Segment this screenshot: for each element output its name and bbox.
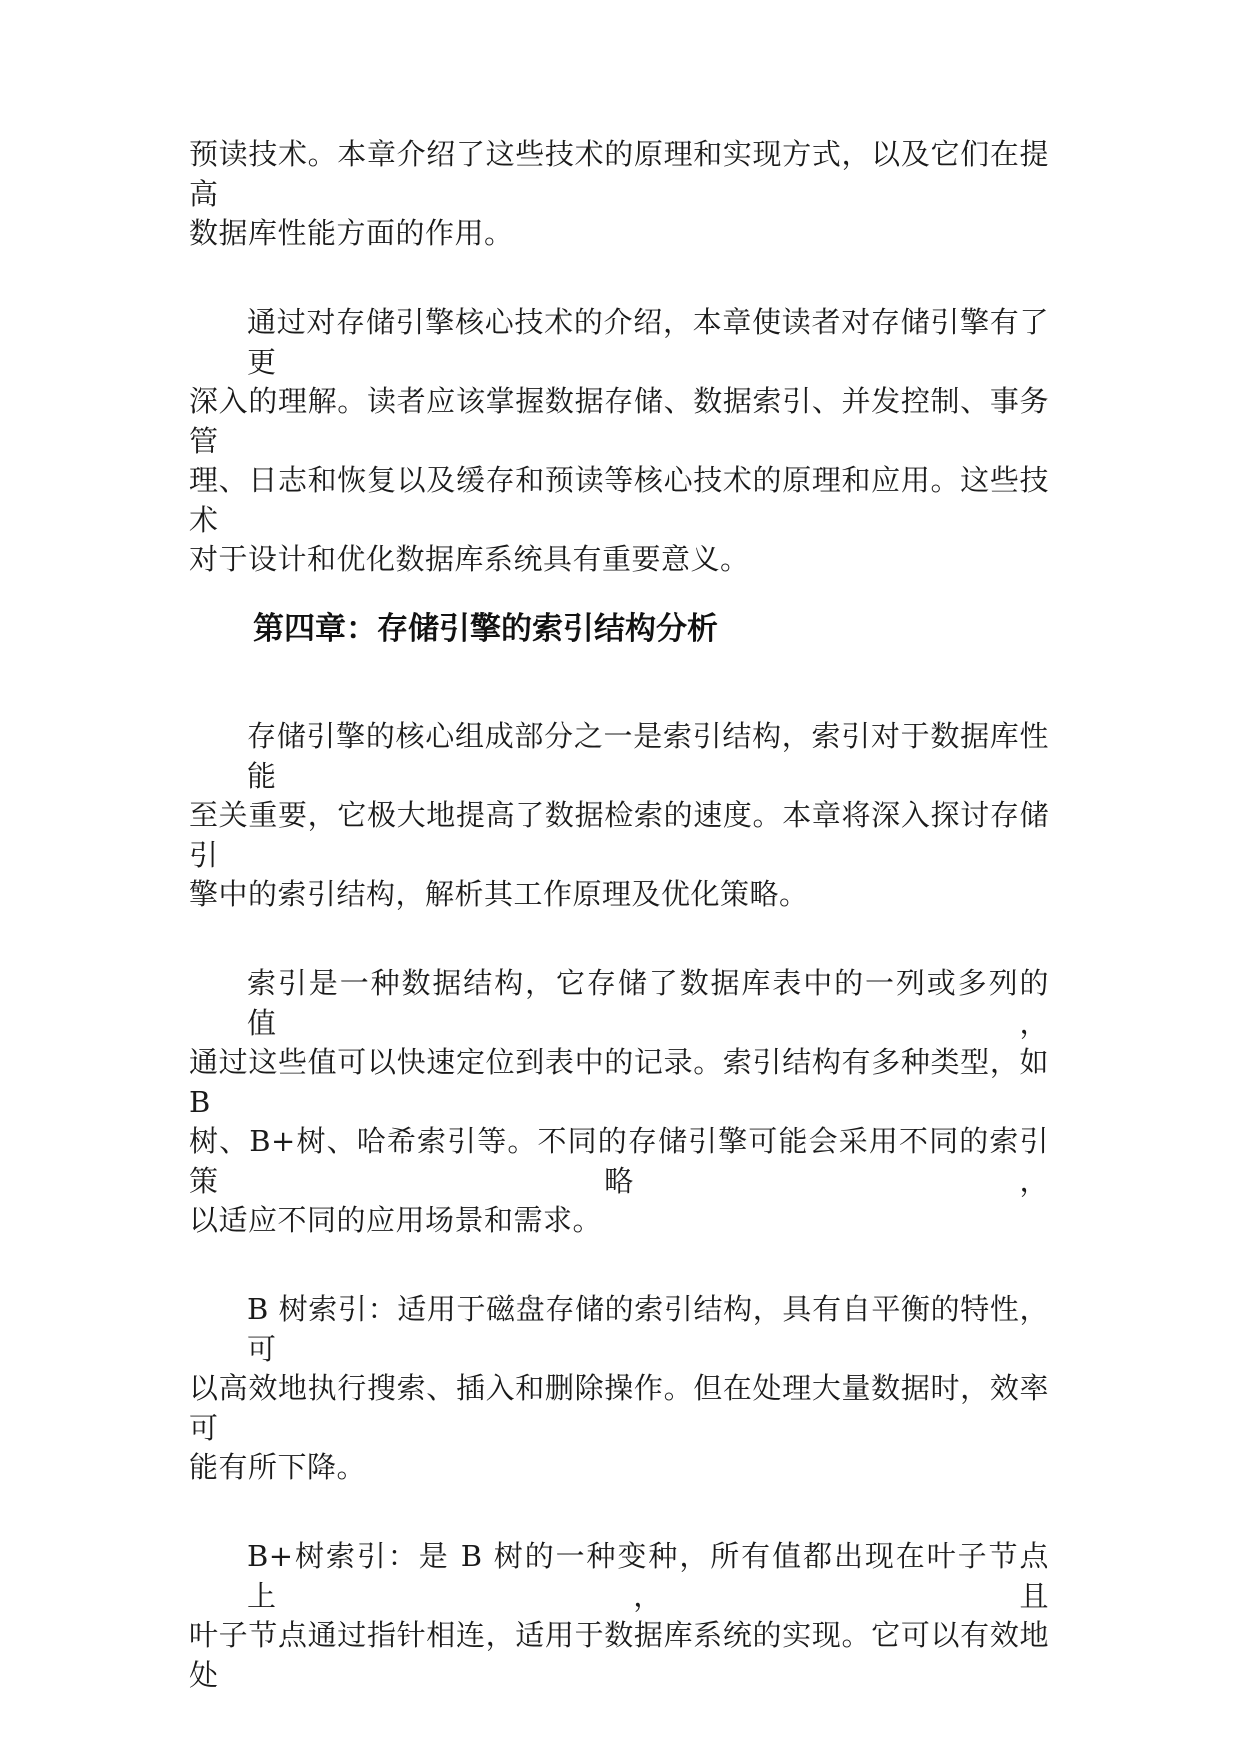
paragraph-line: B+树索引：是 B 树的一种变种，所有值都出现在叶子节点上，且 [247, 1539, 1049, 1613]
paragraph-line: 叶子节点通过指针相连，适用于数据库系统的实现。它可以有效地处 [189, 1618, 1049, 1692]
paragraph-line: 能有所下降。 [189, 1450, 367, 1484]
paragraph-line: 理、日志和恢复以及缓存和预读等核心技术的原理和应用。这些技术 [189, 463, 1049, 537]
chapter-heading: 第四章：存储引擎的索引结构分析 [253, 611, 718, 647]
paragraph-line: 以高效地执行搜索、插入和删除操作。但在处理大量数据时，效率可 [189, 1371, 1049, 1445]
paragraph-line: 索引是一种数据结构，它存储了数据库表中的一列或多列的值， [247, 966, 1049, 1040]
paragraph-line: 以适应不同的应用场景和需求。 [189, 1203, 603, 1237]
paragraph-line: 至关重要，它极大地提高了数据检索的速度。本章将深入探讨存储引 [189, 798, 1049, 872]
paragraph-line: 数据库性能方面的作用。 [189, 216, 514, 250]
paragraph-line: 树、B+树、哈希索引等。不同的存储引擎可能会采用不同的索引策略， [189, 1124, 1049, 1198]
paragraph-line: B 树索引：适用于磁盘存储的索引结构，具有自平衡的特性，可 [247, 1292, 1049, 1366]
paragraph-line: 通过对存储引擎核心技术的介绍，本章使读者对存储引擎有了更 [247, 305, 1049, 379]
paragraph-line: 存储引擎的核心组成部分之一是索引结构，索引对于数据库性能 [247, 719, 1049, 793]
paragraph-line: 预读技术。本章介绍了这些技术的原理和实现方式，以及它们在提高 [189, 137, 1049, 211]
paragraph-line: 深入的理解。读者应该掌握数据存储、数据索引、并发控制、事务管 [189, 384, 1049, 458]
paragraph-line: 擎中的索引结构，解析其工作原理及优化策略。 [189, 877, 809, 911]
paragraph-line: 对于设计和优化数据库系统具有重要意义。 [189, 542, 750, 576]
paragraph-line: 通过这些值可以快速定位到表中的记录。索引结构有多种类型，如 B [189, 1045, 1049, 1119]
